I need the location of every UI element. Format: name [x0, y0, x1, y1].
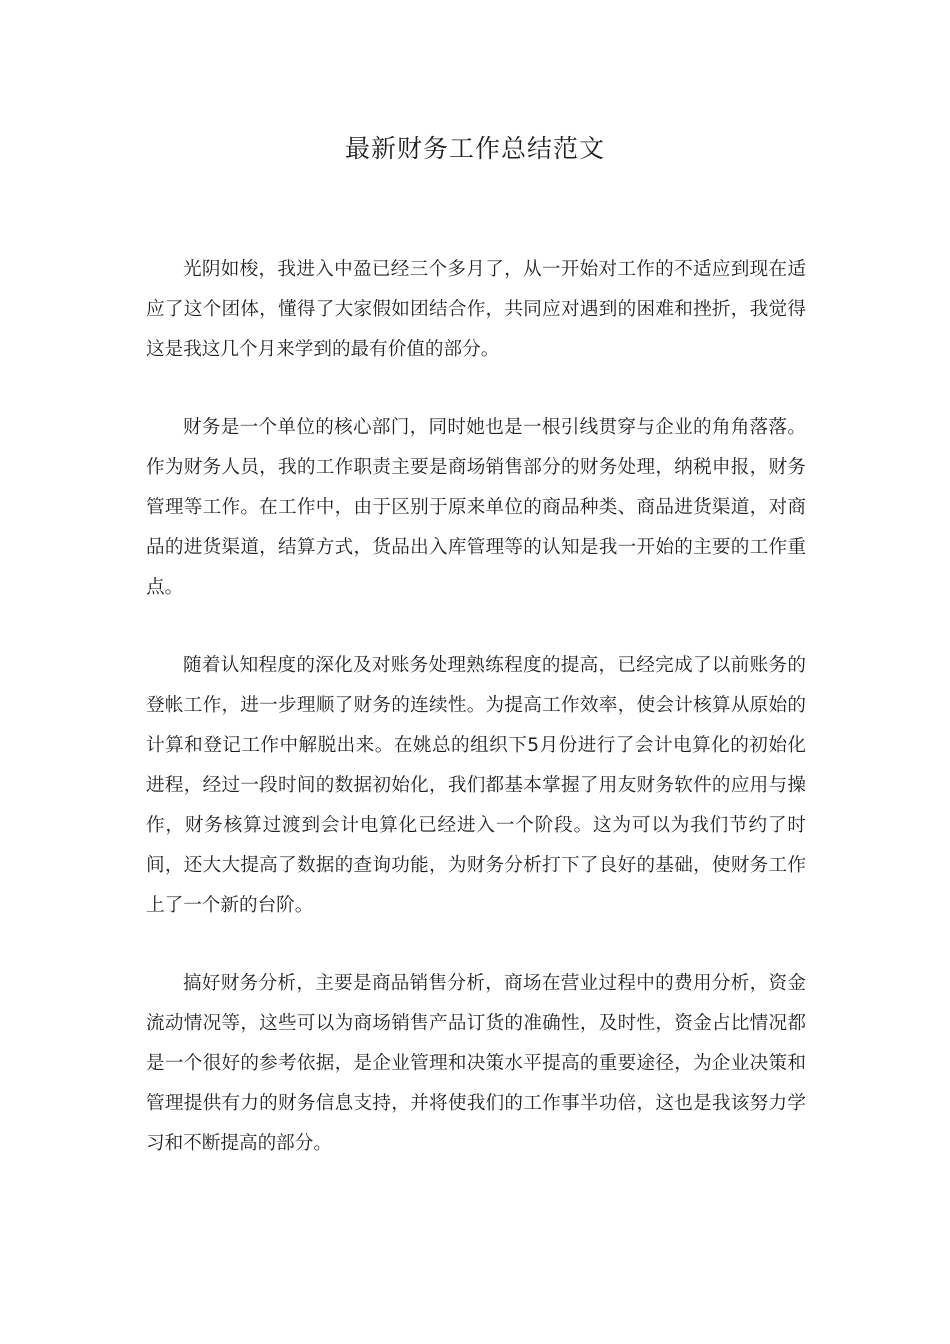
paragraph-3: 随着认知程度的深化及对账务处理熟练程度的提高，已经完成了以前账务的登帐工作，进一步理顺了财务的连续性。为提高工作效率，使会计核算从原始的计算和登记工作中解脱出来。在姚总的组织下5月份进行了会计电算化的初始化进程，经过一段时间的数据初始化，我们都基本掌握了用友财务软件的应用与操作，财务核算过渡到会计电算化已经进入一个阶段。这为可以为我们节约了时间，还大大提高了数据的查询功能，为财务分析打下了良好的基础，使财务工作上了一个新的台阶。 — [146, 655, 806, 916]
document-body — [146, 250, 806, 1202]
paragraph-1: 光阴如梭，我进入中盈已经三个多月了，从一开始对工作的不适应到现在适应了这个团体，懂得了大家假如团结合作，共同应对遇到的困难和挫折，我觉得这是我这几个月来学到的最有价值的部分。 — [146, 259, 806, 360]
paragraph-2: 财务是一个单位的核心部门，同时她也是一根引线贯穿与企业的角角落落。作为财务人员，我的工作职责主要是商场销售部分的财务处理，纳税申报，财务管理等工作。在工作中，由于区别于原来单位的商品种类、商品进货渠道，对商品的进货渠道，结算方式，货品出入库管理等的认知是我一开始的主要的工作重点。 — [146, 417, 806, 598]
document-title: 最新财务工作总结范文 — [344, 134, 605, 163]
paragraph-4: 搞好财务分析，主要是商品销售分析，商场在营业过程中的费用分析，资金流动情况等，这些可以为商场销售产品订货的准确性，及时性，资金占比情况都是一个很好的参考依据，是企业管理和决策水平提高的重要途径，为企业决策和管理提供有力的财务信息支持，并将使我们的工作事半功倍，这也是我该努力学习和不断提高的部分。 — [146, 973, 806, 1154]
